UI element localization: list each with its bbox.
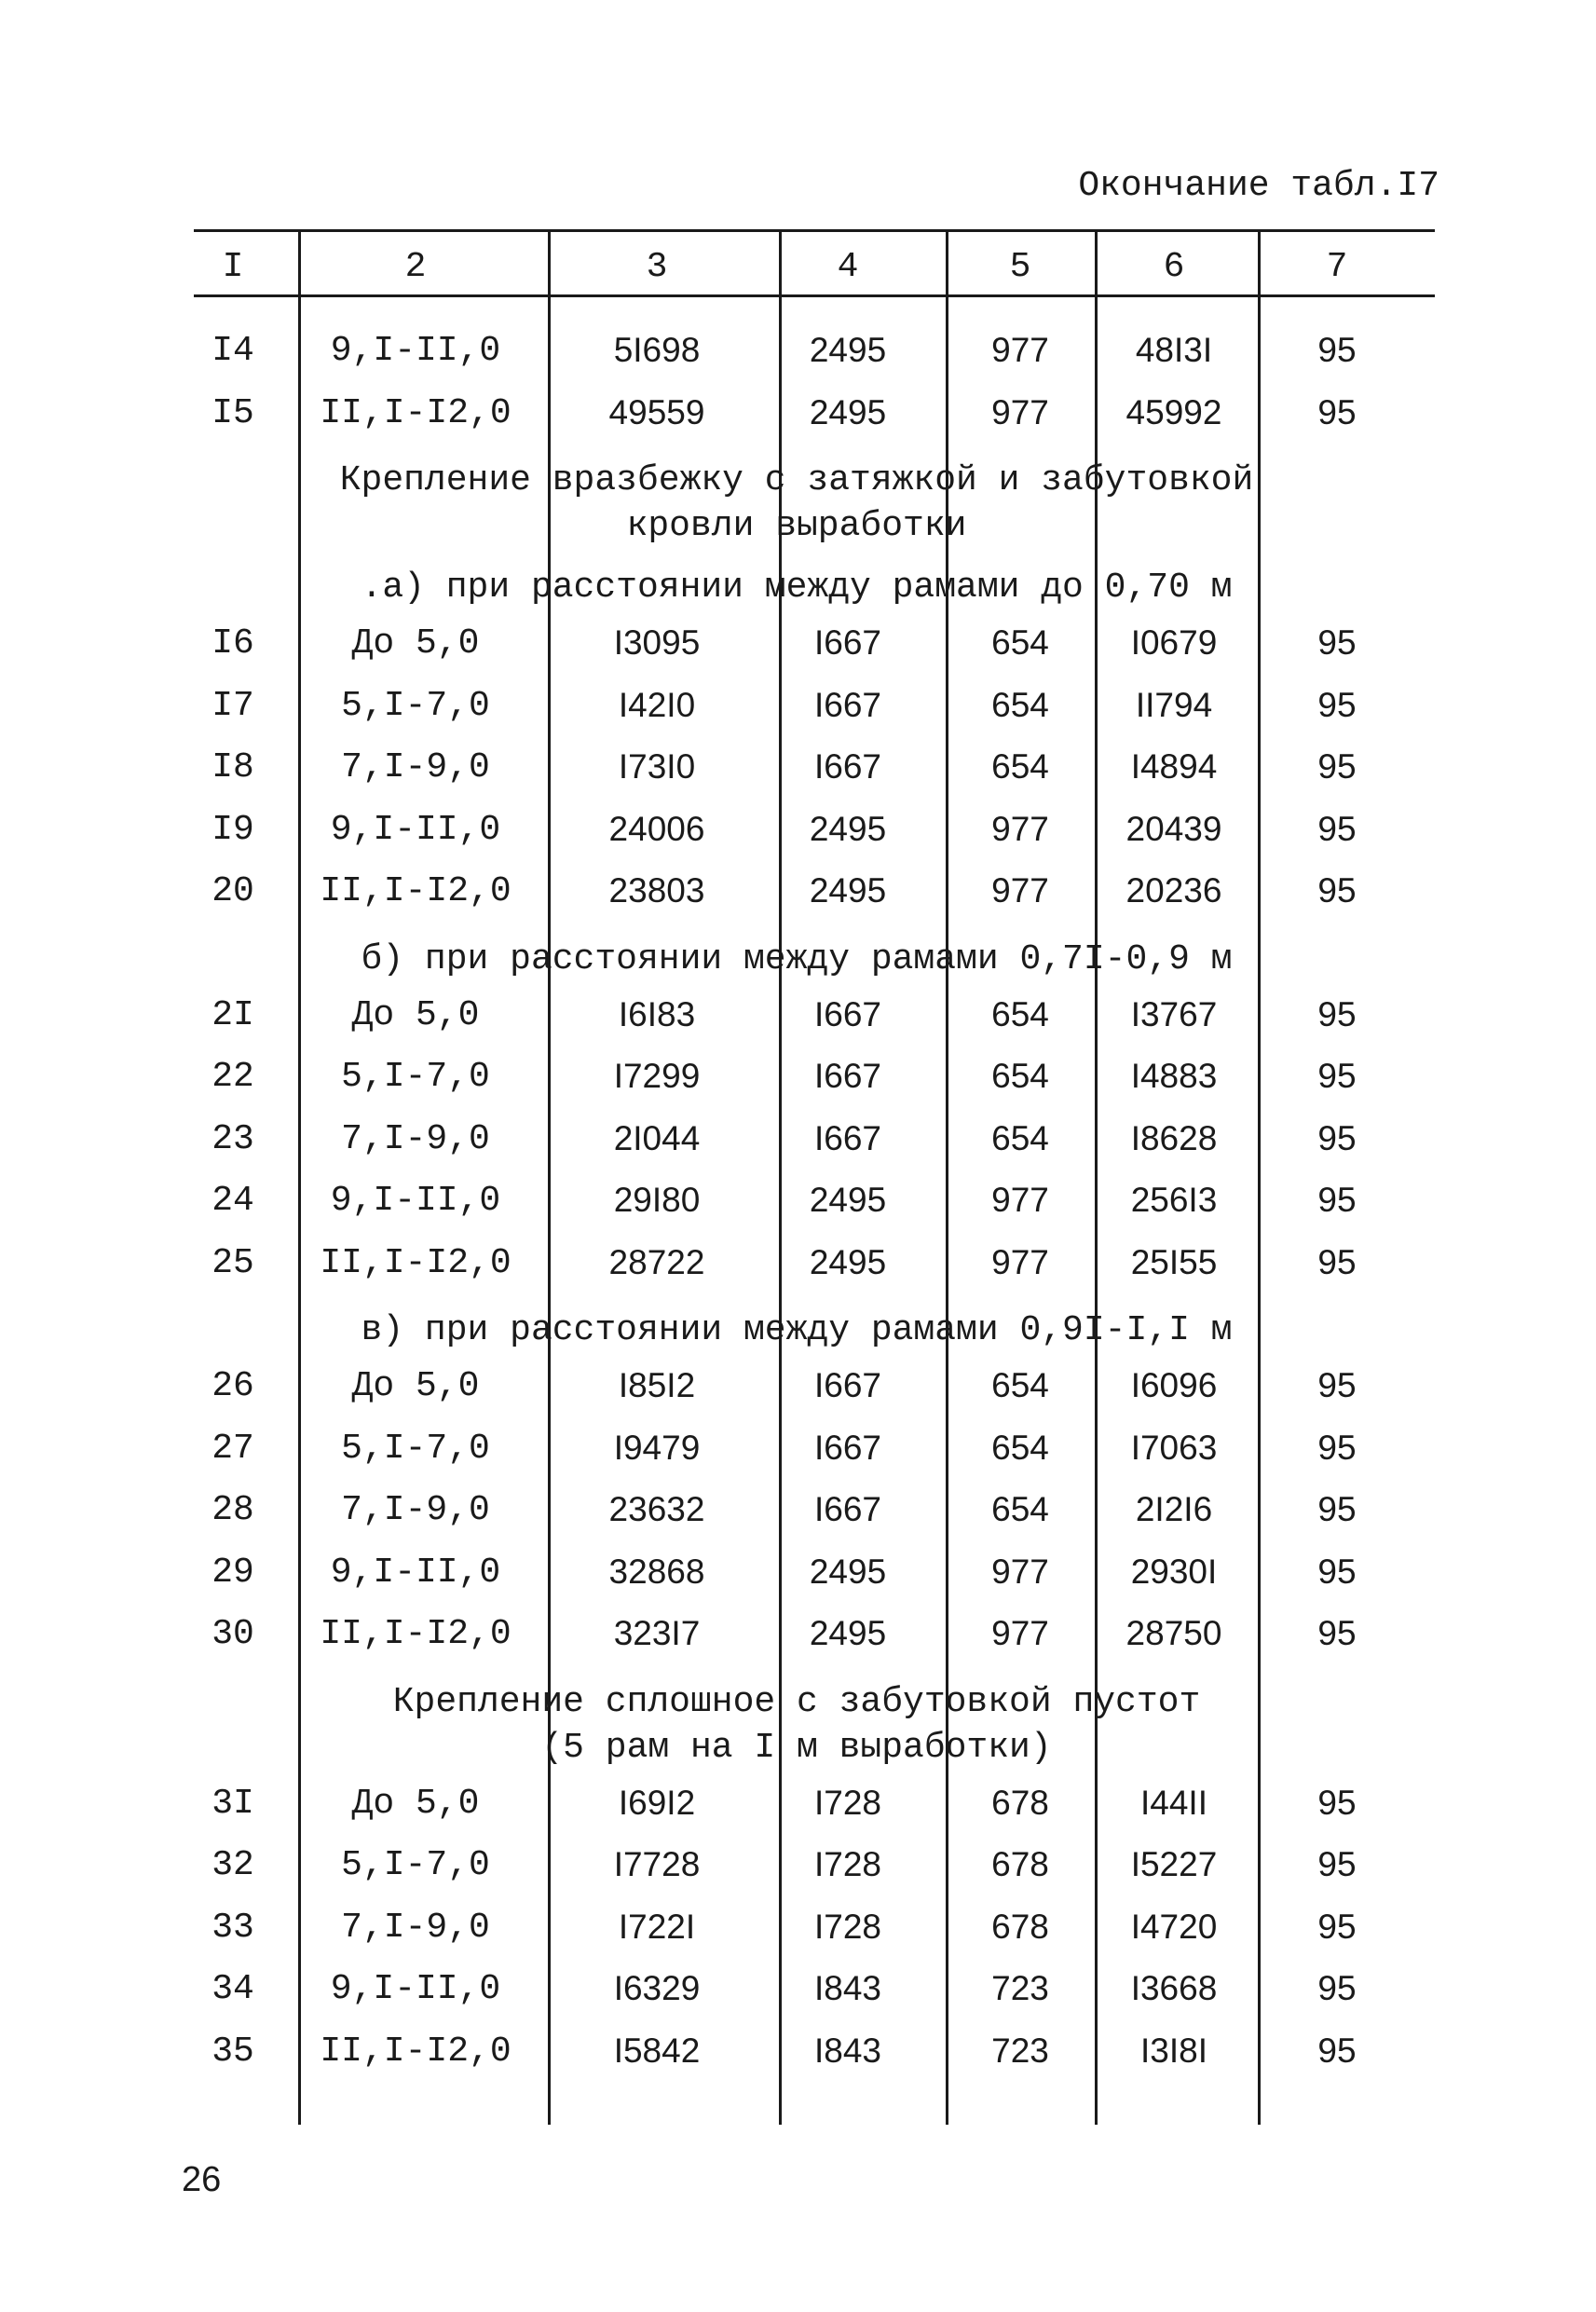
table-cell: I843 <box>813 2031 882 2070</box>
table-cell: 9,I-II,0 <box>330 331 501 371</box>
table-cell: 977 <box>991 392 1049 431</box>
column-header: 5 <box>1009 247 1031 287</box>
section-heading: (5 рам на I м выработки) <box>541 1727 1052 1768</box>
column-header: I <box>222 247 244 287</box>
table-cell: II,I-I2,0 <box>320 1242 512 1283</box>
table-cell: 2495 <box>809 1242 887 1281</box>
table-cell: До 5,0 <box>351 1366 480 1406</box>
table-cell: 977 <box>991 1614 1049 1652</box>
table-cell: I728 <box>813 1907 882 1946</box>
table-cell: 977 <box>991 1552 1049 1591</box>
table-cell: 977 <box>991 1181 1049 1219</box>
table-cell: 95 <box>1317 1907 1357 1946</box>
table-cell: 30 <box>211 1614 254 1654</box>
table-cell: I9479 <box>613 1428 701 1467</box>
table-cell: 95 <box>1317 747 1357 786</box>
table-cell: До 5,0 <box>351 1783 480 1824</box>
table-cell: 9,I-II,0 <box>330 809 501 850</box>
table-cell: II,I-I2,0 <box>320 871 512 911</box>
column-rule <box>1095 229 1098 2125</box>
header-bottom-rule <box>194 294 1435 297</box>
table-cell: 95 <box>1317 685 1357 724</box>
table-cell: I5 <box>211 392 254 433</box>
table-cell: 7,I-9,0 <box>341 747 490 787</box>
section-heading: Крепление сплошное с забутовкой пустот <box>392 1681 1201 1722</box>
column-header: 4 <box>837 247 859 287</box>
table-cell: I7299 <box>613 1057 701 1095</box>
table-cell: 654 <box>991 1057 1049 1095</box>
table-cell: 95 <box>1317 994 1357 1033</box>
table-cell: 678 <box>991 1845 1049 1883</box>
table-cell: 95 <box>1317 1490 1357 1528</box>
table-cell: I7 <box>211 685 254 726</box>
table-cell: 2495 <box>809 1181 887 1219</box>
table-cell: 5,I-7,0 <box>341 1057 490 1097</box>
table-cell: 95 <box>1317 1181 1357 1219</box>
table-cell: 20 <box>211 871 254 911</box>
table-cell: I6I83 <box>618 994 696 1033</box>
table-cell: 654 <box>991 685 1049 724</box>
table-cell: 48I3I <box>1135 331 1213 369</box>
table-cell: 5,I-7,0 <box>341 685 490 726</box>
table-cell: 2495 <box>809 331 887 369</box>
table-cell: I722I <box>618 1907 696 1946</box>
table-cell: 95 <box>1317 1845 1357 1883</box>
table-cell: I6096 <box>1130 1366 1218 1404</box>
table-cell: 977 <box>991 809 1049 848</box>
table-cell: I667 <box>813 623 882 662</box>
table-cell: 95 <box>1317 1242 1357 1281</box>
table-cell: 654 <box>991 1118 1049 1157</box>
table-cell: 256I3 <box>1130 1181 1218 1219</box>
table-cell: 678 <box>991 1783 1049 1822</box>
table-cell: I3095 <box>613 623 701 662</box>
table-cell: 2495 <box>809 871 887 910</box>
table-cell: 32868 <box>608 1552 705 1591</box>
table-cell: 27 <box>211 1428 254 1469</box>
table-cell: 28722 <box>608 1242 705 1281</box>
section-heading: Крепление вразбежку с затяжкой и забутовкой <box>339 460 1254 500</box>
table-cell: I667 <box>813 1366 882 1404</box>
table-cell: I5842 <box>613 2031 701 2070</box>
table-cell: 654 <box>991 1366 1049 1404</box>
table-cell: I44II <box>1140 1783 1207 1822</box>
table-cell: До 5,0 <box>351 623 480 664</box>
table-cell: 2930I <box>1130 1552 1218 1591</box>
table-cell: 26 <box>211 1366 254 1406</box>
table-cell: 23632 <box>608 1490 705 1528</box>
table-cell: 23803 <box>608 871 705 910</box>
section-heading: в) при расстоянии между рамами 0,9I-I,I м <box>361 1310 1233 1350</box>
table-cell: 95 <box>1317 1366 1357 1404</box>
table-cell: I85I2 <box>618 1366 696 1404</box>
table-cell: 95 <box>1317 623 1357 662</box>
column-header: 7 <box>1326 247 1348 287</box>
table-cell: I4883 <box>1130 1057 1218 1095</box>
column-header: 2 <box>404 247 427 287</box>
table-cell: 95 <box>1317 1428 1357 1467</box>
table-cell: До 5,0 <box>351 994 480 1035</box>
table-cell: 28750 <box>1125 1614 1222 1652</box>
table-cell: 35 <box>211 2031 254 2072</box>
table-cell: 95 <box>1317 871 1357 910</box>
table-cell: I4720 <box>1130 1907 1218 1946</box>
table-cell: 678 <box>991 1907 1049 1946</box>
table-cell: 24 <box>211 1181 254 1221</box>
table-cell: I8628 <box>1130 1118 1218 1157</box>
column-rule <box>298 229 301 2125</box>
table-cell: II794 <box>1135 685 1213 724</box>
table-cell: I667 <box>813 1490 882 1528</box>
table-cell: I728 <box>813 1845 882 1883</box>
table-cell: I0679 <box>1130 623 1218 662</box>
table-cell: II,I-I2,0 <box>320 1614 512 1654</box>
table-cell: 7,I-9,0 <box>341 1118 490 1159</box>
table-cell: I73I0 <box>618 747 696 786</box>
table-cell: 2I <box>211 994 254 1035</box>
table-cell: 45992 <box>1125 392 1222 431</box>
table-cell: I6329 <box>613 1969 701 2007</box>
table-cell: 95 <box>1317 1118 1357 1157</box>
table-cell: 323I7 <box>613 1614 701 1652</box>
table-top-rule <box>194 229 1435 232</box>
table-cell: I667 <box>813 1428 882 1467</box>
table-cell: I3668 <box>1130 1969 1218 2007</box>
table-cell: 28 <box>211 1490 254 1530</box>
table-cell: 977 <box>991 331 1049 369</box>
table-cell: 24006 <box>608 809 705 848</box>
table-cell: I667 <box>813 1057 882 1095</box>
table-cell: 5I698 <box>613 331 701 369</box>
table-cell: 95 <box>1317 809 1357 848</box>
table-cell: 2I2I6 <box>1135 1490 1213 1528</box>
table-cell: I728 <box>813 1783 882 1822</box>
table-cell: 9,I-II,0 <box>330 1181 501 1221</box>
table-cell: I42I0 <box>618 685 696 724</box>
table-cell: 25 <box>211 1242 254 1283</box>
table-cell: I7728 <box>613 1845 701 1883</box>
column-rule <box>548 229 551 2125</box>
table-cell: 654 <box>991 1490 1049 1528</box>
table-cell: 5,I-7,0 <box>341 1428 490 1469</box>
table-cell: 2495 <box>809 392 887 431</box>
table-cell: 29 <box>211 1552 254 1593</box>
table-cell: 95 <box>1317 1969 1357 2007</box>
table-cell: 977 <box>991 871 1049 910</box>
table-cell: I3I8I <box>1140 2031 1207 2070</box>
table-cell: 95 <box>1317 1614 1357 1652</box>
table-cell: 95 <box>1317 392 1357 431</box>
table-cell: I4894 <box>1130 747 1218 786</box>
table-cell: 95 <box>1317 1057 1357 1095</box>
table-cell: I843 <box>813 1969 882 2007</box>
table-cell: 23 <box>211 1118 254 1159</box>
table-cell: 34 <box>211 1969 254 2009</box>
table-cell: I667 <box>813 1118 882 1157</box>
column-rule <box>1258 229 1261 2125</box>
section-heading: б) при расстоянии между рамами 0,7I-0,9 м <box>361 938 1233 979</box>
section-heading: кровли выработки <box>626 506 967 546</box>
table-cell: 33 <box>211 1907 254 1948</box>
column-header: 3 <box>646 247 668 287</box>
page-number: 26 <box>182 2160 222 2199</box>
table-cell: 723 <box>991 2031 1049 2070</box>
table-cell: I667 <box>813 747 882 786</box>
table-cell: I69I2 <box>618 1783 696 1822</box>
table-cell: 3I <box>211 1783 254 1824</box>
table-cell: 2495 <box>809 1614 887 1652</box>
table-cell: II,I-I2,0 <box>320 392 512 433</box>
table-cell: I8 <box>211 747 254 787</box>
table-cell: 95 <box>1317 1552 1357 1591</box>
table-cell: 654 <box>991 994 1049 1033</box>
table-cell: I3767 <box>1130 994 1218 1033</box>
section-heading: .а) при расстоянии между рамами до 0,70 м <box>361 568 1233 608</box>
table-cell: 2495 <box>809 1552 887 1591</box>
table-cell: 7,I-9,0 <box>341 1490 490 1530</box>
table-cell: 95 <box>1317 2031 1357 2070</box>
table-cell: 20236 <box>1125 871 1222 910</box>
table-cell: 25I55 <box>1130 1242 1218 1281</box>
table-cell: I667 <box>813 994 882 1033</box>
table-cell: I7063 <box>1130 1428 1218 1467</box>
table-cell: 22 <box>211 1057 254 1097</box>
table-cell: 49559 <box>608 392 705 431</box>
table-cell: 5,I-7,0 <box>341 1845 490 1885</box>
table-cell: I6 <box>211 623 254 664</box>
column-header: 6 <box>1163 247 1185 287</box>
table-cell: 977 <box>991 1242 1049 1281</box>
table-cell: I667 <box>813 685 882 724</box>
table-cell: 2495 <box>809 809 887 848</box>
table-caption: Окончание табл.I7 <box>1078 166 1439 206</box>
table-cell: 95 <box>1317 331 1357 369</box>
table-cell: 2I044 <box>613 1118 701 1157</box>
table-cell: II,I-I2,0 <box>320 2031 512 2072</box>
table-cell: 29I80 <box>613 1181 701 1219</box>
table-cell: I9 <box>211 809 254 850</box>
table-cell: 32 <box>211 1845 254 1885</box>
table-cell: I4 <box>211 331 254 371</box>
table-cell: 654 <box>991 1428 1049 1467</box>
table-cell: 95 <box>1317 1783 1357 1822</box>
table-cell: 654 <box>991 747 1049 786</box>
table-cell: 723 <box>991 1969 1049 2007</box>
table-cell: 20439 <box>1125 809 1222 848</box>
table-cell: 654 <box>991 623 1049 662</box>
table-cell: 7,I-9,0 <box>341 1907 490 1948</box>
table-cell: 9,I-II,0 <box>330 1969 501 2009</box>
table-cell: 9,I-II,0 <box>330 1552 501 1593</box>
table-cell: I5227 <box>1130 1845 1218 1883</box>
